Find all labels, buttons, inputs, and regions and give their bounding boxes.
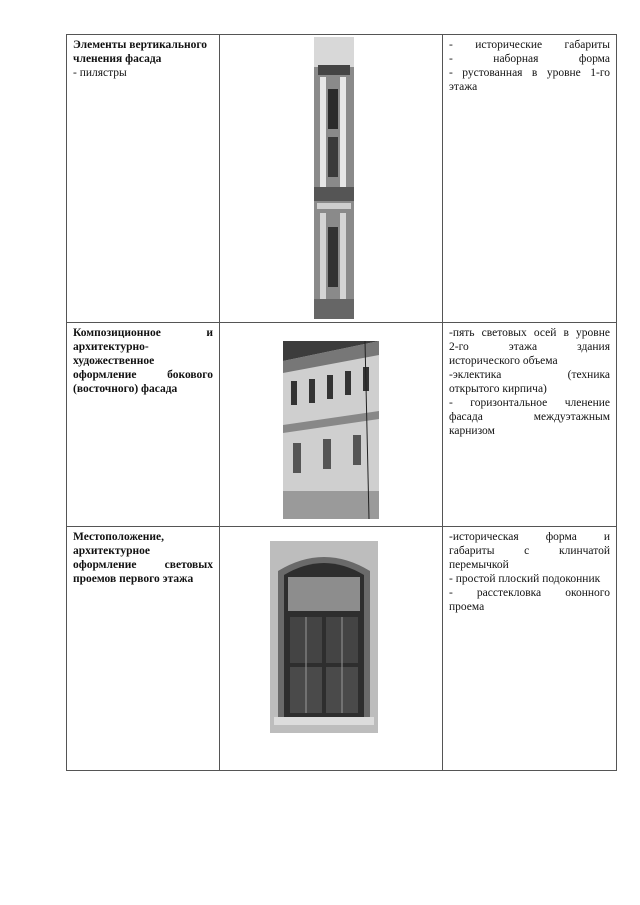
desc-line: проема [449,601,485,613]
description [443,323,616,438]
element-name-cell [67,35,220,323]
photo-cell [220,323,443,527]
window-photo [270,541,378,733]
row-title: Композиционное и архитектурно-художественное оформление бокового (восточного) фасада [73,327,213,395]
desc-line: исторического объема [449,355,558,367]
desc-line: 2-го этажа здания [449,341,610,353]
desc-line: этажа [449,81,478,93]
desc-line: карнизом [449,425,495,437]
desc-line: - расстекловка оконного [449,587,610,599]
desc-line: габариты с клинчатой [449,545,610,557]
desc-line: - наборная форма [449,53,610,65]
desc-line: -пять световых осей в уровне [449,327,610,339]
desc-line: -историческая форма и [449,531,610,543]
document-table [66,34,617,771]
table-row [67,527,617,771]
element-name-cell [67,323,220,527]
table-row [67,35,617,323]
description [443,527,616,614]
desc-line: - рустованная в уровне 1-го [449,67,610,79]
description-cell [443,323,617,527]
photo-cell [220,35,443,323]
desc-line: - исторические габариты [449,39,610,51]
desc-line: открытого кирпича) [449,383,547,395]
building-pilaster-photo [314,37,354,319]
row-title: Местоположение, архитектурное оформление световых проемов первого этажа [73,531,213,585]
element-name-cell [67,527,220,771]
row-subtitle: - пилястры [73,67,127,79]
desc-line: перемычкой [449,559,509,571]
desc-line: - горизонтальное членение [449,397,610,409]
description-cell [443,527,617,771]
table-row [67,323,617,527]
building-side-facade-photo [283,341,379,519]
desc-line: фасада междуэтажным [449,411,610,423]
description-cell [443,35,617,323]
photo-cell [220,527,443,771]
description [443,35,616,94]
desc-line: - простой плоский подоконник [449,573,601,585]
desc-line: -эклектика (техника [449,369,610,381]
row-title: Элементы вертикального членения фасада [73,39,208,65]
